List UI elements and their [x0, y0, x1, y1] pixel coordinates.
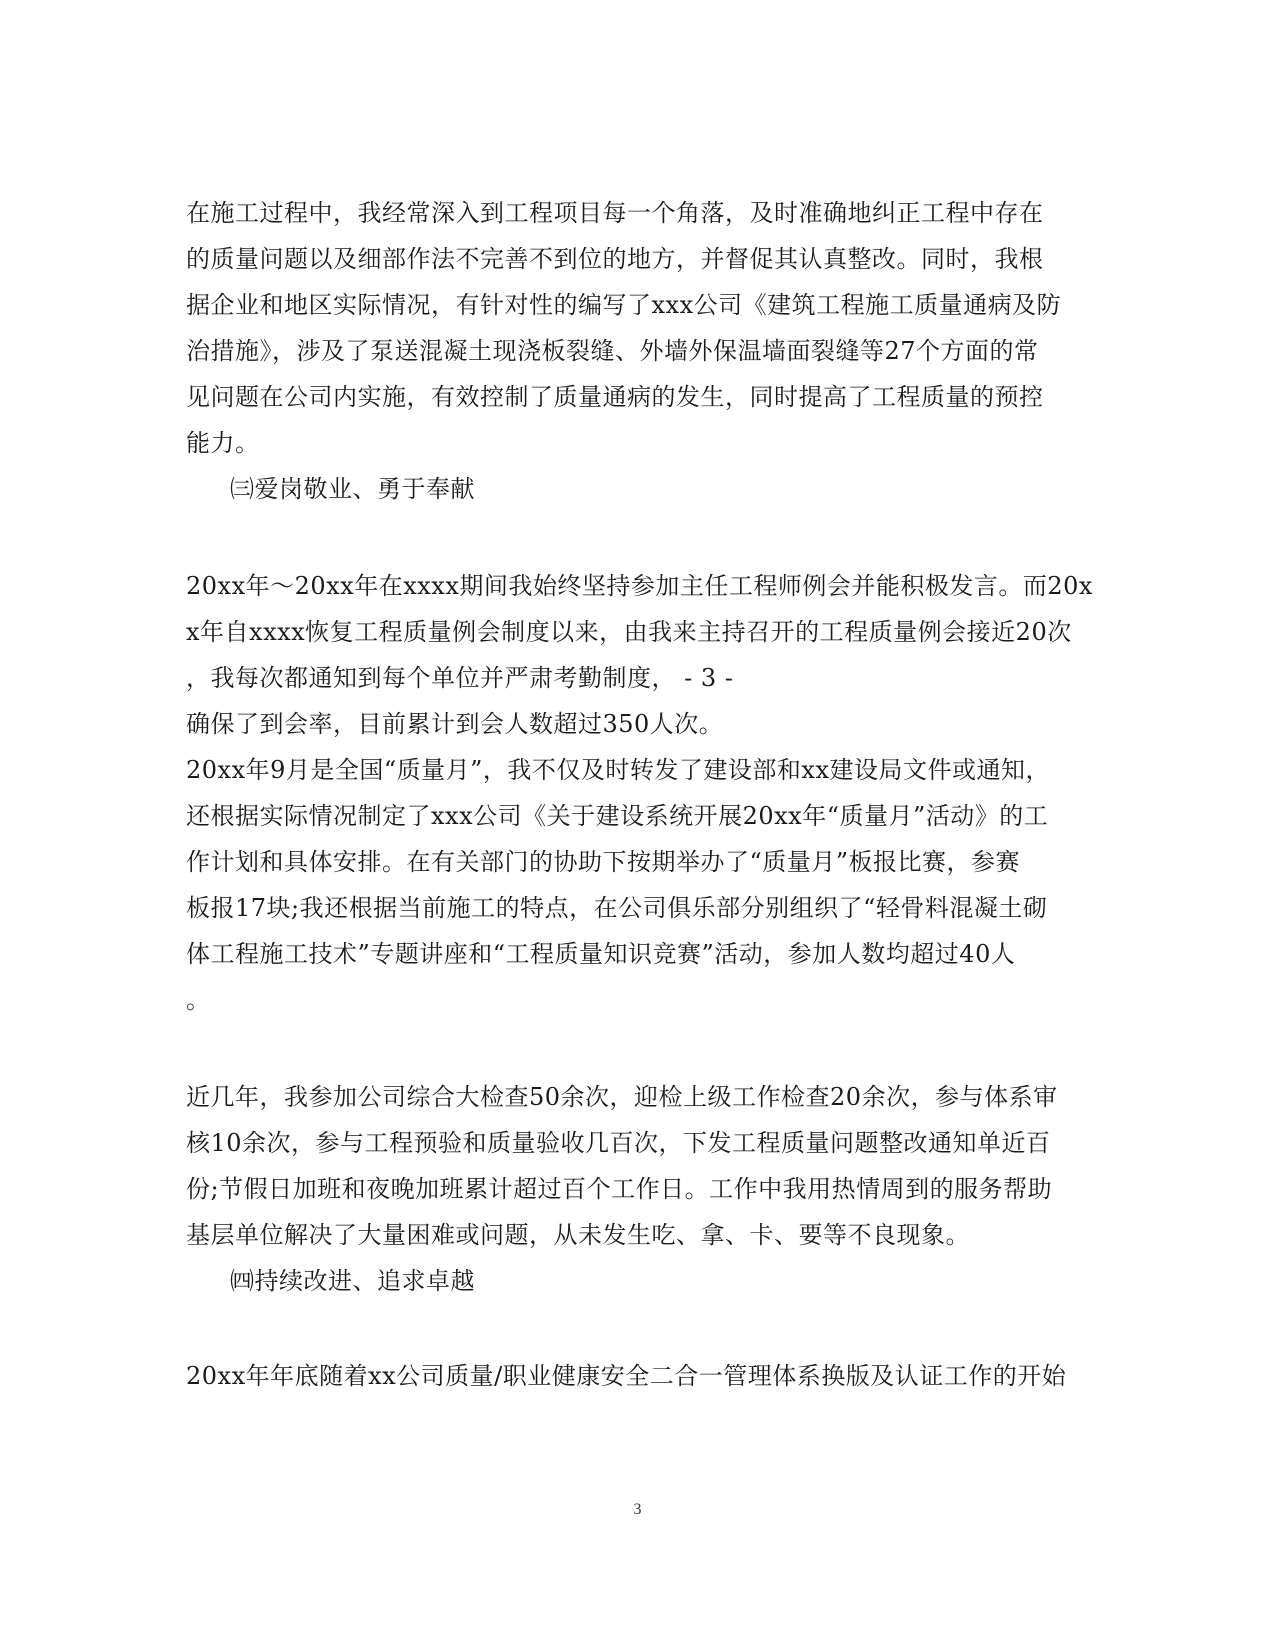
- paragraph-3-line: 近几年，我参加公司综合大检查50余次，迎检上级工作检查20余次，参与体系审: [186, 1083, 1058, 1111]
- paragraph-2-line: 体工程施工技术”专题讲座和“工程质量知识竞赛”活动，参加人数均超过40人: [186, 940, 1016, 968]
- paragraph-2-line: 20xx年～20xx年在xxxx期间我始终坚持参加主任工程师例会并能积极发言。而20x: [186, 572, 1093, 600]
- paragraph-2-line: x年自xxxx恢复工程质量例会制度以来，由我来主持召开的工程质量例会接近20次: [186, 618, 1072, 646]
- section-heading-3: ㈢爱岗敬业、勇于奉献: [230, 475, 475, 503]
- paragraph-2-line: 20xx年9月是全国“质量月”，我不仅及时转发了建设部和xx建设局文件或通知，: [186, 756, 1050, 784]
- paragraph-4-line: 20xx年年底随着xx公司质量/职业健康安全二合一管理体系换版及认证工作的开始: [186, 1362, 1067, 1390]
- paragraph-1-line: 据企业和地区实际情况，有针对性的编写了xxx公司《建筑工程施工质量通病及防: [186, 291, 1062, 319]
- paragraph-3-line: 基层单位解决了大量困难或问题，从未发生吃、拿、卡、要等不良现象。: [186, 1221, 970, 1249]
- paragraph-3-line: 核10余次，参与工程预验和质量验收几百次，下发工程质量问题整改通知单近百: [186, 1129, 1051, 1157]
- section-heading-4: ㈣持续改进、追求卓越: [230, 1267, 475, 1295]
- paragraph-2-line: 还根据实际情况制定了xxx公司《关于建设系统开展20xx年“质量月”活动》的工: [186, 802, 1049, 830]
- page-number: 3: [633, 1501, 642, 1518]
- paragraph-2-line: 确保了到会率，目前累计到会人数超过350人次。: [186, 710, 724, 738]
- paragraph-1-line: 的质量问题以及细部作法不完善不到位的地方，并督促其认真整改。同时，我根: [186, 245, 1044, 273]
- paragraph-3-line: 份;节假日加班和夜晚加班累计超过百个工作日。工作中我用热情周到的服务帮助: [186, 1175, 1053, 1203]
- paragraph-2-line: 。: [186, 986, 211, 1014]
- paragraph-2-line: 作计划和具体安排。在有关部门的协助下按期举办了“质量月”板报比赛，参赛: [186, 848, 1021, 876]
- paragraph-1-line: 见问题在公司内实施，有效控制了质量通病的发生，同时提高了工程质量的预控: [186, 383, 1044, 411]
- paragraph-2-line: ，我每次都通知到每个单位并严肃考勤制度， - 3 -: [186, 664, 734, 692]
- paragraph-1-line: 能力。: [186, 429, 260, 457]
- paragraph-2-line: 板报17块;我还根据当前施工的特点，在公司俱乐部分别组织了“轻骨料混凝土砌: [186, 894, 1048, 922]
- paragraph-1-line: 在施工过程中，我经常深入到工程项目每一个角落，及时准确地纠正工程中存在: [186, 199, 1044, 227]
- paragraph-1-line: 治措施》，涉及了泵送混凝土现浇板裂缝、外墙外保温墙面裂缝等27个方面的常: [186, 337, 1039, 365]
